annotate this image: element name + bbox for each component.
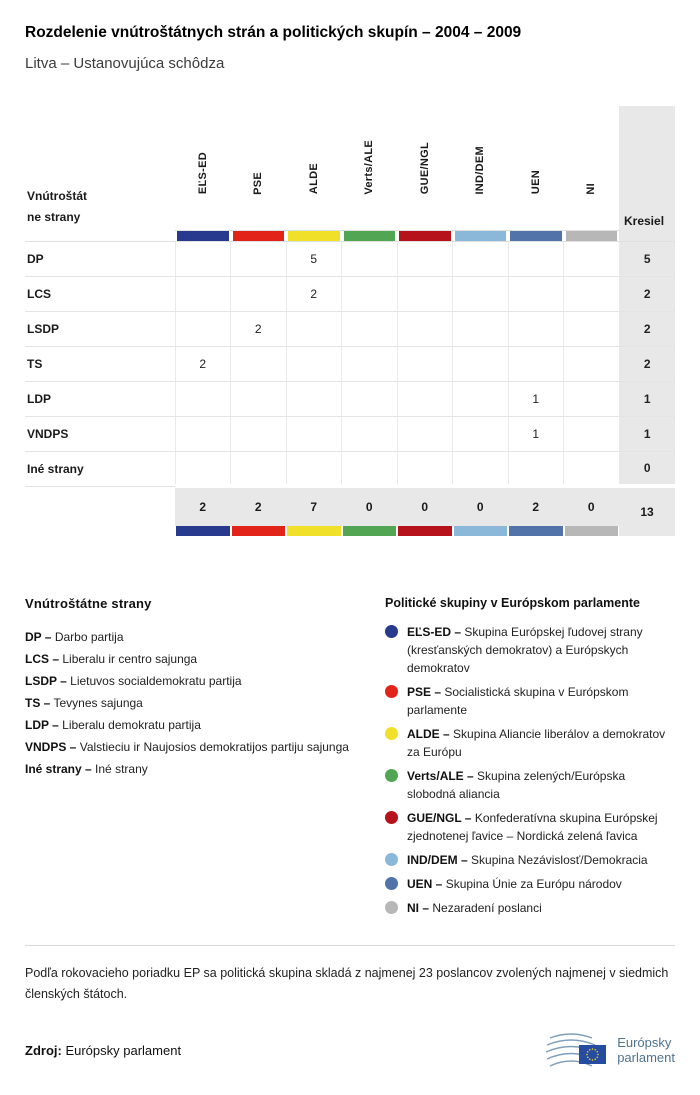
group-color-bar xyxy=(453,230,509,241)
seat-cell xyxy=(508,241,564,276)
legend-parties-heading: Vnútroštátne strany xyxy=(25,596,152,611)
column-header-uen: UEN xyxy=(508,106,564,230)
legend-item: LDP – Liberalu demokratu partija xyxy=(25,718,201,732)
table-row xyxy=(25,311,675,346)
legend-item: DP – Darbo partija xyxy=(25,630,124,644)
ep-logo xyxy=(545,1029,675,1071)
seat-cell xyxy=(397,241,453,276)
table-row xyxy=(25,276,675,311)
column-header-els-ed: EĽS-ED xyxy=(175,106,231,230)
seat-cell xyxy=(342,451,398,486)
seat-cell xyxy=(175,241,231,276)
seat-cell xyxy=(342,381,398,416)
seat-cell: 1 xyxy=(508,381,564,416)
legend-item: PSE – Socialistická skupina v Európskom parlamente xyxy=(385,683,675,719)
seat-cell xyxy=(508,346,564,381)
legend-item: TS – Tevynes sajunga xyxy=(25,696,143,710)
total-cell: 0 xyxy=(564,486,620,526)
seat-cell xyxy=(342,416,398,451)
totals-spacer xyxy=(25,526,175,536)
seat-cell xyxy=(397,381,453,416)
seat-cell xyxy=(175,451,231,486)
party-name: TS xyxy=(25,346,175,381)
total-cell: 0 xyxy=(397,486,453,526)
table-row xyxy=(25,346,675,381)
seat-cell xyxy=(175,276,231,311)
group-color-bar xyxy=(564,526,620,536)
seat-cell xyxy=(564,416,620,451)
column-header-ni: NI xyxy=(564,106,620,230)
legend-groups-heading: Politické skupiny v Európskom parlamente xyxy=(385,596,640,610)
group-color-dot xyxy=(385,811,398,824)
column-header-verts-ale: Verts/ALE xyxy=(342,106,398,230)
legend-item: UEN – Skupina Únie za Európu národov xyxy=(385,875,675,893)
seats-cell: 0 xyxy=(619,451,675,486)
page-title: Rozdelenie vnútroštátnych strán a politických skupín – 2004 – 2009 xyxy=(25,24,522,41)
source-line: Zdroj: Európsky parlament xyxy=(25,1042,182,1058)
group-color-bar xyxy=(286,230,342,241)
group-color-bar xyxy=(397,526,453,536)
seat-cell xyxy=(286,451,342,486)
legend-item: VNDPS – Valstieciu ir Naujosios demokratijos partiju sajunga xyxy=(25,740,349,754)
group-color-bar xyxy=(397,230,453,241)
legend-item: NI – Nezaradení poslanci xyxy=(385,899,675,917)
seat-cell xyxy=(453,276,509,311)
column-header-gue-ngl: GUE/NGL xyxy=(397,106,453,230)
seat-cell xyxy=(453,311,509,346)
party-name: VNDPS xyxy=(25,416,175,451)
legend-item: Verts/ALE – Skupina zelených/Európska slobodná aliancia xyxy=(385,767,675,803)
column-header-alde: ALDE xyxy=(286,106,342,230)
legend-groups xyxy=(385,596,675,923)
seat-cell xyxy=(453,241,509,276)
total-cell: 0 xyxy=(453,486,509,526)
seat-cell xyxy=(175,311,231,346)
seat-cell xyxy=(286,416,342,451)
legend-item: EĽS-ED – Skupina Európskej ľudovej strany (kresťanských demokratov) a Európskych demokratov xyxy=(385,623,675,677)
group-color-dot xyxy=(385,901,398,914)
column-header-ind-dem: IND/DEM xyxy=(453,106,509,230)
page-subtitle: Litva – Ustanovujúca schôdza xyxy=(25,55,225,72)
group-color-bar xyxy=(508,526,564,536)
seats-header-cell: Kresiel xyxy=(619,106,675,241)
table-row xyxy=(25,381,675,416)
seat-cell xyxy=(286,381,342,416)
seat-cell xyxy=(397,416,453,451)
seats-cell: 2 xyxy=(619,346,675,381)
seats-table xyxy=(25,106,675,536)
seat-cell xyxy=(342,346,398,381)
group-color-bar xyxy=(175,230,231,241)
ep-logo-text: Európsky parlament xyxy=(617,1035,675,1065)
seat-cell xyxy=(564,381,620,416)
total-cell: 2 xyxy=(175,486,231,526)
seat-cell xyxy=(397,276,453,311)
seat-cell xyxy=(564,311,620,346)
seat-cell xyxy=(175,381,231,416)
seat-cell xyxy=(231,241,287,276)
totals-spacer xyxy=(25,486,175,526)
group-color-dot xyxy=(385,769,398,782)
group-color-dot xyxy=(385,853,398,866)
legend-item: LSDP – Lietuvos socialdemokratu partija xyxy=(25,674,242,688)
seat-cell xyxy=(453,451,509,486)
table-row xyxy=(25,451,675,486)
legend-item: IND/DEM – Skupina Nezávislosť/Demokracia xyxy=(385,851,675,869)
seat-cell xyxy=(286,311,342,346)
table-header-row xyxy=(25,106,675,230)
seat-cell xyxy=(397,346,453,381)
seat-cell xyxy=(231,346,287,381)
seat-cell: 5 xyxy=(286,241,342,276)
row-header-cell: Vnútroštátne strany xyxy=(25,106,175,241)
seat-cell xyxy=(508,451,564,486)
total-cell: 2 xyxy=(508,486,564,526)
group-color-dot xyxy=(385,877,398,890)
seat-cell xyxy=(564,241,620,276)
seat-cell xyxy=(342,276,398,311)
seats-cell: 2 xyxy=(619,311,675,346)
seat-cell: 2 xyxy=(231,311,287,346)
party-name: LCS xyxy=(25,276,175,311)
seat-cell xyxy=(231,416,287,451)
seat-cell: 2 xyxy=(175,346,231,381)
total-cell: 0 xyxy=(342,486,398,526)
seat-cell xyxy=(175,416,231,451)
totals-row xyxy=(25,486,675,526)
bottom-bar xyxy=(25,1029,675,1071)
seat-cell xyxy=(453,416,509,451)
seat-cell xyxy=(508,276,564,311)
seat-cell xyxy=(397,311,453,346)
group-color-bar xyxy=(286,526,342,536)
group-color-bar xyxy=(175,526,231,536)
party-name: LSDP xyxy=(25,311,175,346)
seat-cell xyxy=(231,381,287,416)
seats-cell: 5 xyxy=(619,241,675,276)
total-seats-cell: 13 xyxy=(619,486,675,536)
legend-item: GUE/NGL – Konfederatívna skupina Európskej zjednotenej ľavice – Nordická zelená ľavica xyxy=(385,809,675,845)
seat-cell xyxy=(231,451,287,486)
divider xyxy=(25,945,675,946)
seats-cell: 2 xyxy=(619,276,675,311)
party-name: DP xyxy=(25,241,175,276)
total-cell: 2 xyxy=(231,486,287,526)
group-color-bar xyxy=(342,230,398,241)
group-color-bar xyxy=(342,526,398,536)
group-color-bar xyxy=(508,230,564,241)
legends xyxy=(25,596,675,923)
seat-cell xyxy=(508,311,564,346)
seat-cell: 2 xyxy=(286,276,342,311)
seat-cell xyxy=(453,381,509,416)
seat-cell xyxy=(564,346,620,381)
party-name: Iné strany xyxy=(25,451,175,486)
footnote: Podľa rokovacieho poriadku EP sa politická skupina skladá z najmenej 23 poslancov zvolených najmenej v siedmich členských štátoch. xyxy=(25,966,669,1001)
seat-cell xyxy=(564,451,620,486)
seat-cell xyxy=(453,346,509,381)
seat-cell xyxy=(342,311,398,346)
legend-item: ALDE – Skupina Aliancie liberálov a demokratov za Európu xyxy=(385,725,675,761)
legend-parties xyxy=(25,596,367,923)
legend-item: LCS – Liberalu ir centro sajunga xyxy=(25,652,198,666)
seat-cell xyxy=(342,241,398,276)
table-row xyxy=(25,416,675,451)
group-color-dot xyxy=(385,625,398,638)
totals-color-bar-row xyxy=(25,526,675,536)
column-header-pse: PSE xyxy=(231,106,287,230)
group-color-dot xyxy=(385,727,398,740)
seat-cell: 1 xyxy=(508,416,564,451)
group-color-bar xyxy=(453,526,509,536)
seats-cell: 1 xyxy=(619,416,675,451)
seats-cell: 1 xyxy=(619,381,675,416)
table-row xyxy=(25,241,675,276)
seat-cell xyxy=(231,276,287,311)
total-cell: 7 xyxy=(286,486,342,526)
group-color-bar xyxy=(231,526,287,536)
group-color-bar xyxy=(231,230,287,241)
seat-cell xyxy=(397,451,453,486)
seat-cell xyxy=(564,276,620,311)
seat-cell xyxy=(286,346,342,381)
group-color-dot xyxy=(385,685,398,698)
party-name: LDP xyxy=(25,381,175,416)
legend-item: Iné strany – Iné strany xyxy=(25,762,148,776)
group-color-bar xyxy=(564,230,620,241)
ep-logo-mark xyxy=(545,1029,609,1071)
